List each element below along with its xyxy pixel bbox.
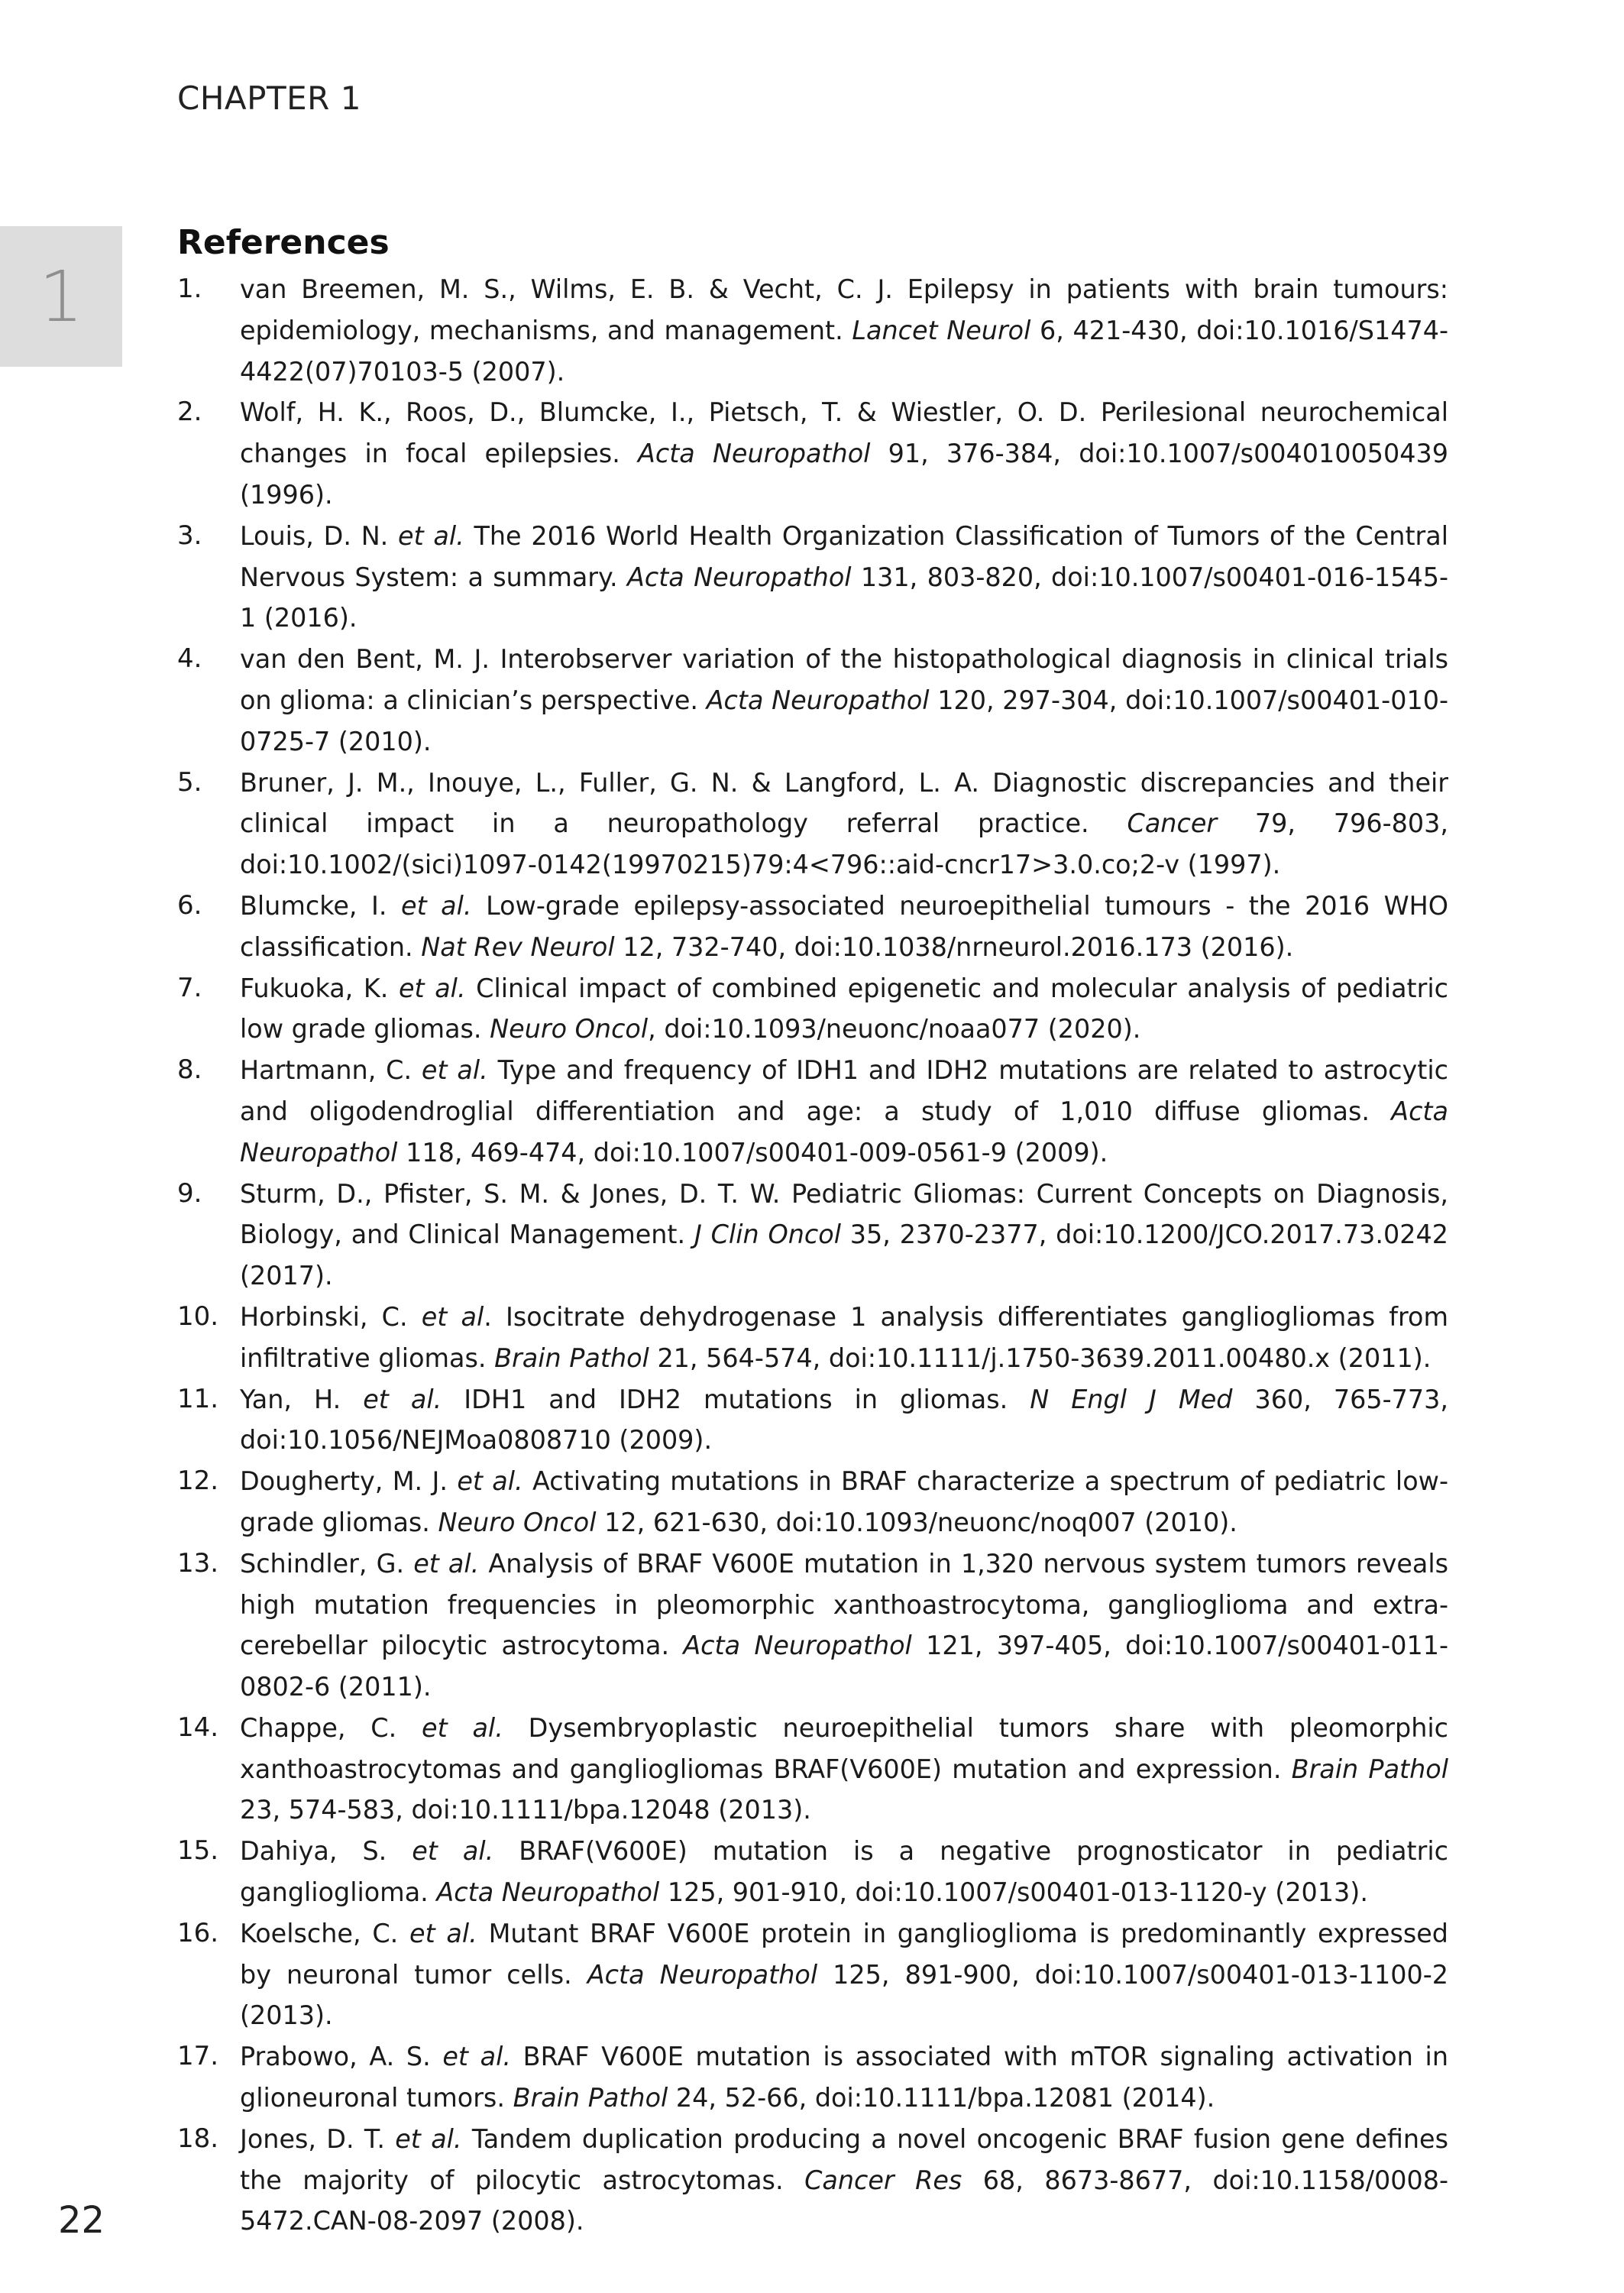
- reference-item: [177, 392, 1448, 515]
- reference-segment: Wolf, H. K., Roos, D., Blumcke, I., Pietsch, T. & Wiestler, O. D. Perilesional neurochemical changes in focal epilepsies.: [240, 397, 1448, 469]
- reference-segment: 12, 732-740, doi:10.1038/nrneurol.2016.173 (2016).: [614, 931, 1294, 962]
- reference-italic-segment: et al: [421, 1301, 484, 1332]
- reference-italic-segment: Acta Neuropathol: [436, 1877, 660, 1908]
- reference-text: [240, 516, 1448, 639]
- reference-text: [240, 1297, 1448, 1379]
- reference-segment: van Breemen, M. S., Wilms, E. B. & Vecht, C. J. Epilepsy in patients with brain tumours: epidemiology, mechanisms, and management.: [240, 274, 1448, 345]
- reference-segment: , doi:10.1093/neuonc/noaa077 (2020).: [648, 1014, 1141, 1044]
- reference-italic-segment: et al.: [421, 1055, 488, 1086]
- reference-item: [177, 1297, 1448, 1379]
- reference-segment: Hartmann, C.: [240, 1055, 422, 1086]
- reference-italic-segment: Acta Neuropathol: [638, 439, 871, 469]
- reference-segment: Fukuoka, K.: [240, 973, 399, 1003]
- reference-number: 17.: [177, 2041, 219, 2072]
- reference-segment: IDH1 and IDH2 mutations in gliomas.: [442, 1384, 1030, 1414]
- reference-text: [240, 968, 1448, 1051]
- reference-number: 2.: [177, 397, 202, 428]
- reference-item: [177, 1708, 1448, 1831]
- reference-segment: 21, 564-574, doi:10.1111/j.1750-3639.2011.00480.x (2011).: [649, 1342, 1432, 1373]
- reference-segment: Koelsche, C.: [240, 1918, 410, 1948]
- reference-segment: 360, 765-773, doi:10.1056/NEJMoa0808710 (2009).: [240, 1384, 1449, 1456]
- reference-item: [177, 2119, 1448, 2242]
- reference-italic-segment: et al.: [442, 2042, 512, 2072]
- reference-item: [177, 1050, 1448, 1173]
- reference-item: [177, 1831, 1448, 1913]
- chapter-tab: [0, 226, 122, 367]
- reference-segment: The 2016 World Health Organization Classification of Tumors of the Central Nervous System: a summary.: [240, 520, 1448, 592]
- reference-segment: BRAF(V600E) mutation is a negative prognosticator in pediatric ganglioglioma.: [240, 1836, 1448, 1908]
- reference-number: 5.: [177, 766, 202, 798]
- reference-number: 8.: [177, 1054, 202, 1086]
- reference-segment: 121, 397-405, doi:10.1007/s00401-011-0802-6 (2011).: [240, 1631, 1449, 1702]
- reference-segment: Analysis of BRAF V600E mutation in 1,320 nervous system tumors reveals high mutation frequencies in pleomorphic xanthoastrocytoma, ganglioglioma and extra-cerebellar pilocytic astrocytoma.: [240, 1548, 1449, 1661]
- reference-segment: Activating mutations in BRAF characterize a spectrum of pediatric low-grade gliomas.: [240, 1466, 1448, 1537]
- reference-item: [177, 886, 1448, 968]
- reference-text: [240, 269, 1448, 392]
- reference-italic-segment: Acta Neuropathol: [240, 1096, 1448, 1168]
- chapter-tab-number: 1: [38, 255, 84, 338]
- reference-segment: 6, 421-430, doi:10.1016/S1474-4422(07)70103-5 (2007).: [240, 315, 1448, 387]
- reference-item: [177, 2036, 1448, 2119]
- reference-segment: Type and frequency of IDH1 and IDH2 mutations are related to astrocytic and oligodendroglial differentiation and age: a study of 1,010 diffuse gliomas.: [240, 1055, 1448, 1126]
- reference-segment: Blumcke, I.: [240, 890, 402, 921]
- reference-segment: 118, 469-474, doi:10.1007/s00401-009-0561-9 (2009).: [397, 1137, 1108, 1168]
- reference-segment: 120, 297-304, doi:10.1007/s00401-010-0725-7 (2010).: [240, 685, 1449, 756]
- reference-italic-segment: Nat Rev Neurol: [421, 931, 615, 962]
- reference-segment: Sturm, D., Pfister, S. M. & Jones, D. T. W. Pediatric Gliomas: Current Concepts on Diagnosis, Biology, and Clinical Management.: [240, 1178, 1448, 1250]
- reference-number: 1.: [177, 274, 202, 304]
- reference-italic-segment: Cancer: [1127, 808, 1218, 839]
- reference-segment: Mutant BRAF V600E protein in ganglioglioma is predominantly expressed by neuronal tumor cells.: [240, 1918, 1448, 1990]
- reference-item: [177, 269, 1448, 392]
- reference-number: 3.: [177, 520, 202, 551]
- reference-italic-segment: J Clin Oncol: [694, 1219, 841, 1250]
- reference-text: [240, 1379, 1448, 1462]
- reference-segment: 35, 2370-2377, doi:10.1200/JCO.2017.73.0242 (2017).: [240, 1219, 1449, 1291]
- reference-item: [177, 516, 1448, 639]
- reference-text: [240, 886, 1448, 968]
- reference-item: [177, 1543, 1448, 1708]
- reference-italic-segment: et al.: [413, 1548, 480, 1579]
- reference-segment: 23, 574-583, doi:10.1111/bpa.12048 (2013).: [240, 1795, 811, 1825]
- reference-segment: 68, 8673-8677, doi:10.1158/0008-5472.CAN-08-2097 (2008).: [240, 2165, 1448, 2236]
- reference-segment: Low-grade epilepsy-associated neuroepithelial tumours - the 2016 WHO classification.: [240, 890, 1448, 962]
- reference-text: [240, 1543, 1448, 1708]
- reference-italic-segment: Acta Neuropathol: [587, 1959, 818, 1990]
- reference-segment: 91, 376-384, doi:10.1007/s004010050439 (1996).: [240, 439, 1448, 510]
- reference-italic-segment: Brain Pathol: [513, 2083, 668, 2113]
- reference-italic-segment: Lancet Neurol: [852, 315, 1031, 345]
- page-number: 22: [58, 2199, 105, 2242]
- reference-italic-segment: Cancer Res: [804, 2165, 962, 2195]
- reference-text: [240, 639, 1448, 762]
- reference-italic-segment: Acta Neuropathol: [683, 1631, 912, 1661]
- reference-text: [240, 763, 1448, 886]
- reference-segment: Schindler, G.: [240, 1548, 414, 1579]
- reference-segment: Jones, D. T.: [240, 2123, 396, 2154]
- reference-segment: van den Bent, M. J. Interobserver variation of the histopathological diagnosis in clinical trials on glioma: a clinician’s perspective.: [240, 644, 1448, 715]
- reference-text: [240, 1050, 1448, 1173]
- reference-number: 16.: [177, 1917, 219, 1948]
- reference-text: [240, 1913, 1448, 2036]
- reference-number: 14.: [177, 1712, 219, 1743]
- reference-number: 4.: [177, 643, 202, 675]
- reference-segment: 131, 803-820, doi:10.1007/s00401-016-1545-1 (2016).: [240, 562, 1449, 633]
- reference-segment: Tandem duplication producing a novel oncogenic BRAF fusion gene defines the majority of pilocytic astrocytomas.: [240, 2123, 1448, 2195]
- reference-number: 15.: [177, 1835, 219, 1867]
- reference-number: 13.: [177, 1547, 219, 1579]
- reference-segment: Horbinski, C.: [240, 1301, 422, 1332]
- reference-italic-segment: et al.: [401, 890, 472, 921]
- reference-number: 12.: [177, 1466, 219, 1497]
- reference-segment: Dahiya, S.: [240, 1836, 412, 1867]
- reference-italic-segment: et al.: [412, 1836, 494, 1867]
- reference-segment: 79, 796-803, doi:10.1002/(sici)1097-0142(19970215)79:4<796::aid-cncr17>3.0.co;2-v (1997).: [240, 808, 1449, 880]
- section-heading: References: [177, 223, 390, 262]
- reference-segment: 12, 621-630, doi:10.1093/neuonc/noq007 (2010).: [596, 1507, 1237, 1537]
- reference-list: [177, 269, 1448, 2242]
- reference-segment: 125, 901-910, doi:10.1007/s00401-013-1120-y (2013).: [659, 1877, 1368, 1908]
- reference-segment: Dougherty, M. J.: [240, 1466, 458, 1497]
- reference-text: [240, 1831, 1448, 1913]
- reference-segment: BRAF V600E mutation is associated with mTOR signaling activation in glioneuronal tumors.: [240, 2042, 1448, 2113]
- reference-italic-segment: et al.: [398, 520, 464, 551]
- reference-item: [177, 639, 1448, 762]
- reference-text: [240, 2036, 1448, 2119]
- reference-italic-segment: et al.: [363, 1384, 442, 1414]
- reference-text: [240, 2119, 1448, 2242]
- reference-italic-segment: et al.: [422, 1712, 503, 1743]
- reference-item: [177, 1461, 1448, 1543]
- reference-segment: Prabowo, A. S.: [240, 2042, 443, 2072]
- reference-number: 6.: [177, 889, 202, 921]
- reference-segment: Bruner, J. M., Inouye, L., Fuller, G. N. & Langford, L. A. Diagnostic discrepancies and their clinical impact in a neuropathology referral practice.: [240, 767, 1448, 839]
- running-head: CHAPTER 1: [177, 79, 361, 117]
- reference-italic-segment: et al.: [457, 1466, 523, 1497]
- reference-italic-segment: Acta Neuropathol: [706, 685, 930, 715]
- reference-italic-segment: Brain Pathol: [1291, 1754, 1448, 1784]
- reference-italic-segment: Acta Neuropathol: [627, 562, 852, 592]
- reference-number: 18.: [177, 2123, 219, 2154]
- reference-text: [240, 392, 1448, 515]
- reference-italic-segment: Neuro Oncol: [438, 1507, 597, 1537]
- reference-italic-segment: Neuro Oncol: [490, 1014, 649, 1044]
- reference-segment: Clinical impact of combined epigenetic and molecular analysis of pediatric low grade gliomas.: [240, 973, 1448, 1044]
- reference-italic-segment: N Engl J Med: [1030, 1384, 1233, 1414]
- reference-item: [177, 763, 1448, 886]
- reference-text: [240, 1461, 1448, 1543]
- reference-segment: Yan, H.: [240, 1384, 364, 1414]
- reference-item: [177, 1379, 1448, 1462]
- reference-number: 10.: [177, 1300, 219, 1332]
- reference-italic-segment: et al.: [398, 973, 466, 1003]
- reference-italic-segment: et al.: [395, 2123, 462, 2154]
- reference-segment: . Isocitrate dehydrogenase 1 analysis differentiates gangliogliomas from infiltrative gliomas.: [240, 1301, 1448, 1373]
- reference-item: [177, 1174, 1448, 1297]
- reference-text: [240, 1708, 1448, 1831]
- reference-segment: 125, 891-900, doi:10.1007/s00401-013-1100-2 (2013).: [240, 1959, 1448, 2031]
- reference-italic-segment: et al.: [409, 1918, 477, 1948]
- reference-italic-segment: Brain Pathol: [494, 1342, 649, 1373]
- reference-segment: 24, 52-66, doi:10.1111/bpa.12081 (2014).: [668, 2083, 1215, 2113]
- reference-item: [177, 968, 1448, 1051]
- reference-number: 11.: [177, 1383, 219, 1414]
- reference-segment: Dysembryoplastic neuroepithelial tumors share with pleomorphic xanthoastrocytomas and gangliogliomas BRAF(V600E) mutation and expression.: [240, 1712, 1448, 1784]
- reference-number: 9.: [177, 1177, 202, 1209]
- reference-text: [240, 1174, 1448, 1297]
- reference-segment: Chappe, C.: [240, 1712, 422, 1743]
- reference-segment: Louis, D. N.: [240, 520, 399, 551]
- reference-item: [177, 1913, 1448, 2036]
- reference-number: 7.: [177, 972, 202, 1003]
